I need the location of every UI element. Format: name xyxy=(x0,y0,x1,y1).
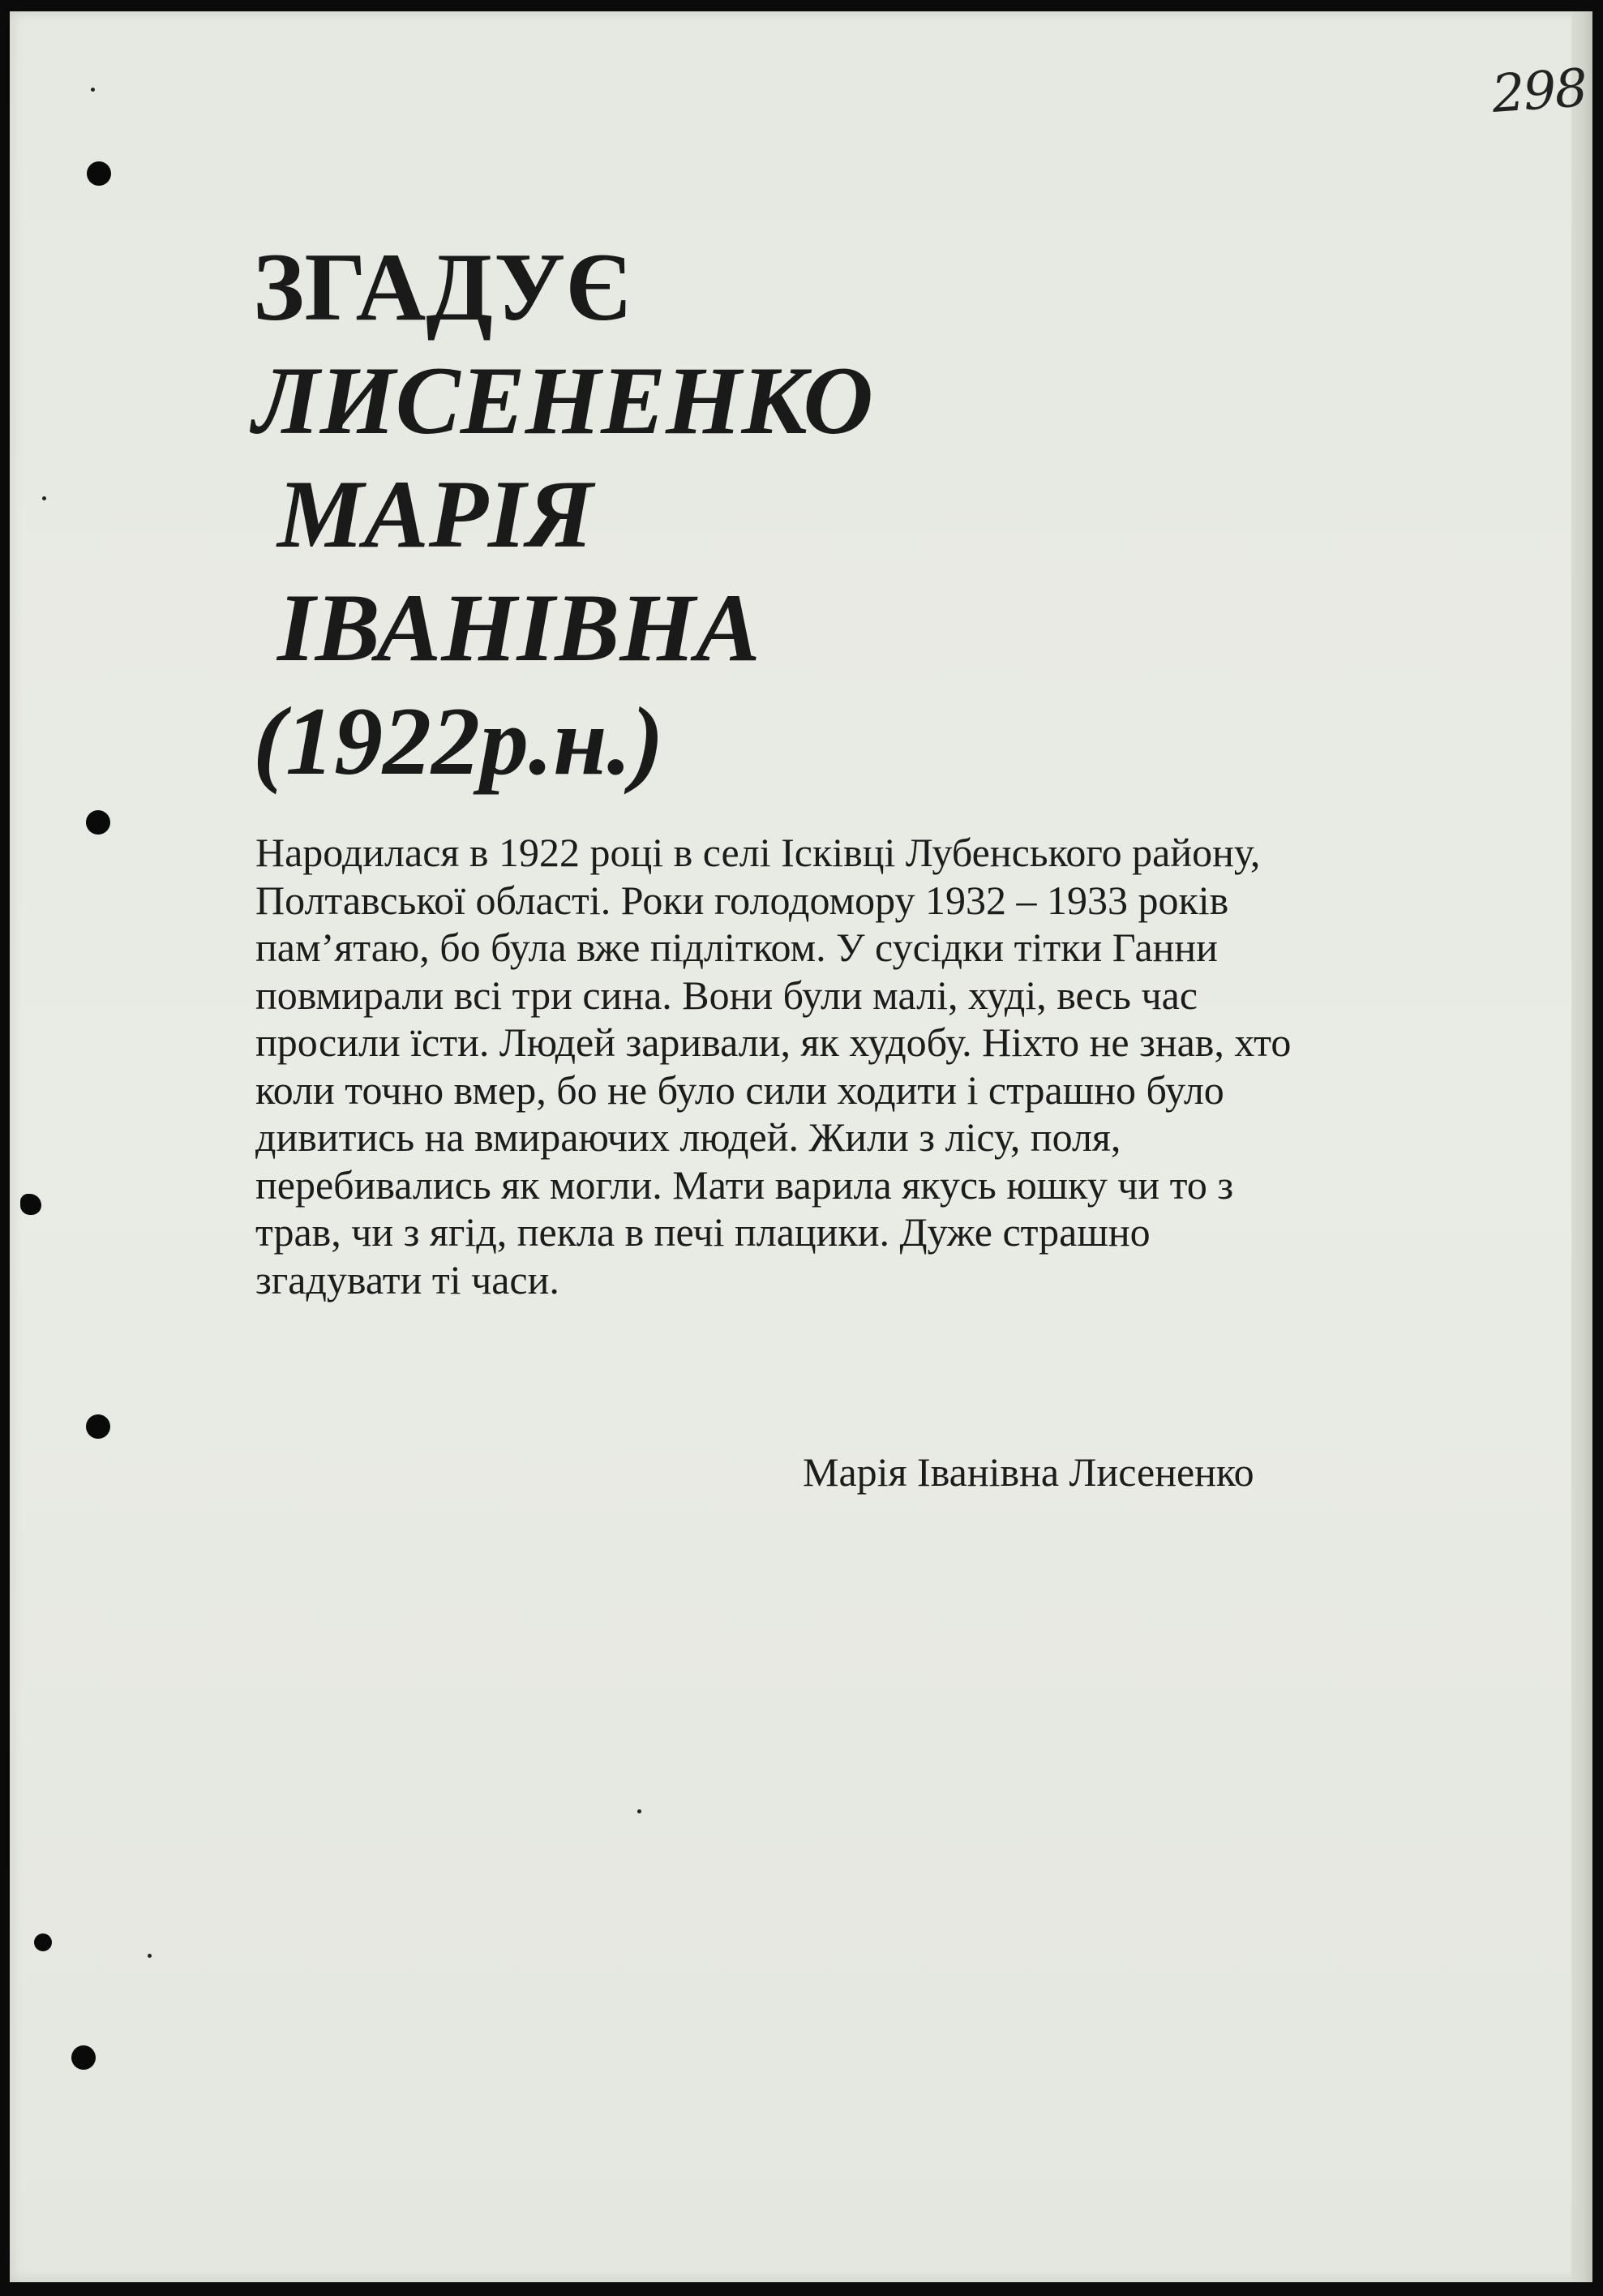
body-line: просили їсти. Людей заривали, як худобу. Ніхто не знав, хто xyxy=(255,1019,1292,1065)
body-line: Народилася в 1922 році в селі Ісківці Лубенського району, xyxy=(255,830,1261,875)
scan-speck xyxy=(91,88,95,92)
body-line: дивитись на вмираючих людей. Жили з лісу, поля, xyxy=(255,1114,1121,1160)
scan-speck xyxy=(42,496,46,500)
punch-hole-2 xyxy=(86,810,110,835)
signature: Марія Іванівна Лисененко xyxy=(803,1449,1254,1495)
title-block xyxy=(253,230,873,798)
body-line: пам’ятаю, бо була вже підлітком. У сусідки тітки Ганни xyxy=(255,925,1218,970)
paper-edge xyxy=(1571,11,1592,2282)
punch-hole-3 xyxy=(86,1414,110,1439)
punch-hole-partial-lower xyxy=(34,1933,52,1951)
title-line-3: МАРІЯ xyxy=(277,460,594,568)
paper-sheet xyxy=(10,11,1592,2282)
body-line: трав, чи з ягід, пекла в печі плацики. Дуже страшно xyxy=(255,1209,1151,1255)
body-line: повмирали всі три сина. Вони були малі, худі, весь час xyxy=(255,972,1198,1018)
title-line-4: ІВАНІВНА xyxy=(277,573,761,681)
body-line: перебивались як могли. Мати варила якусь юшку чи то з xyxy=(255,1161,1234,1208)
body-line: згадувати ті часи. xyxy=(255,1256,559,1302)
body-line: Полтавської області. Роки голодомору 1932 – 1933 років xyxy=(255,877,1229,923)
title-line-5: (1922р.н.) xyxy=(253,687,664,795)
body-line: коли точно вмер, бо не було сили ходити і страшно було xyxy=(255,1066,1224,1113)
testimony-text xyxy=(255,829,1553,1303)
scan-speck xyxy=(148,1954,152,1958)
punch-hole-4 xyxy=(71,2045,96,2070)
title-line-2: ЛИСЕНЕНКО xyxy=(253,346,873,454)
scan-speck xyxy=(637,1809,641,1813)
page-number: 298 xyxy=(1489,58,1588,125)
punch-hole-1 xyxy=(87,161,111,186)
punch-hole-partial xyxy=(20,1194,41,1215)
title-line-1: ЗГАДУЄ xyxy=(253,233,632,341)
